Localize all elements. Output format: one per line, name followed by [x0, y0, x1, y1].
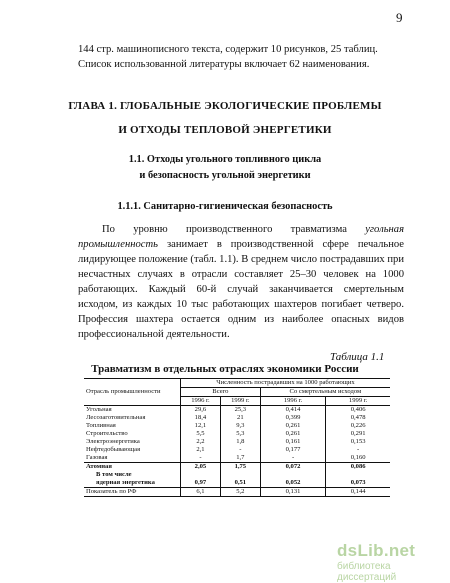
table-row-nuclear — [84, 479, 390, 488]
header-total: Всего — [181, 388, 261, 397]
watermark-logo: dsLib.net — [337, 541, 416, 560]
cell: 0,399 — [260, 414, 326, 422]
table-row — [84, 446, 390, 454]
paragraph-text-before: По уровню производственного травматизма — [102, 224, 366, 235]
subsection-title: 1.1.1. Санитарно-гигиеническая безопасность — [117, 201, 333, 212]
cell: 0,144 — [326, 488, 390, 497]
cell: 0,073 — [326, 479, 390, 488]
cell: - — [220, 446, 260, 454]
cell: 0,160 — [326, 454, 390, 463]
cell: 0,51 — [220, 479, 260, 488]
cell: 9,3 — [220, 422, 260, 430]
header-group: Численность пострадавших на 1000 работающих — [181, 379, 391, 388]
row-name: Газовая — [84, 454, 181, 463]
row-name: Показатель по РФ — [84, 488, 181, 497]
paragraph-emphasis: угольная промышленность — [78, 224, 404, 250]
table-row — [84, 422, 390, 430]
table-title: Травматизм в отдельных отраслях экономики России — [91, 363, 359, 375]
year-header: 1996 г. — [181, 397, 221, 406]
row-name: ядерная энергетика — [84, 479, 181, 488]
cell: 2,05 — [181, 463, 221, 472]
page-number: 9 — [396, 10, 403, 25]
body-paragraph — [78, 222, 404, 342]
table-label: Таблица 1.1 — [330, 351, 385, 363]
year-header: 1999 г. — [220, 397, 260, 406]
cell: - — [260, 454, 326, 463]
table-header-row — [84, 379, 390, 388]
table-row-rf — [84, 488, 390, 497]
cell: 0,478 — [350, 414, 366, 421]
section-title-line2: и безопасность угольной энергетики — [139, 170, 311, 181]
cell: 2,2 — [181, 438, 221, 446]
cell: 0,414 — [260, 406, 326, 415]
row-name: Строительство — [84, 430, 181, 438]
section-title-line1: 1.1. Отходы угольного топливного цикла — [128, 154, 322, 165]
cell: 5,2 — [220, 488, 260, 497]
cell: 1,7 — [220, 454, 260, 463]
cell: 1,75 — [220, 463, 260, 472]
cell: 2,1 — [181, 446, 221, 454]
row-name: Топливная — [84, 422, 181, 430]
cell: 0,072 — [260, 463, 326, 472]
cell: 0,153 — [350, 438, 366, 445]
cell: 1,8 — [220, 438, 260, 446]
cell: 18,4 — [181, 414, 221, 422]
table-row — [84, 438, 390, 446]
cell: 0,052 — [260, 479, 326, 488]
cell: 0,261 — [260, 430, 326, 438]
table-row-atomic — [84, 463, 390, 472]
cell: 0,131 — [260, 488, 326, 497]
cell: 29,6 — [181, 406, 221, 415]
row-name: Нефтедобывающая — [84, 446, 181, 454]
cell: - — [181, 454, 221, 463]
cell: 0,226 — [350, 422, 366, 429]
cell: 0,161 — [260, 438, 326, 446]
continuation-paragraph: 144 стр. машинописного текста, содержит 10 рисунков, 25 таблиц. Список использованной литературы включает 62 наименования. — [78, 44, 378, 70]
cell: 6,1 — [181, 488, 221, 497]
year-header: 1999 г. — [326, 397, 390, 406]
cell: 0,177 — [260, 446, 326, 454]
row-name: Атомная — [84, 463, 181, 472]
header-industry: Отрасль промышленности — [84, 379, 181, 406]
table-row — [84, 430, 390, 438]
cell: 0,261 — [260, 422, 326, 430]
header-fatal: Со смертельным исходом — [260, 388, 390, 397]
year-header: 1996 г. — [260, 397, 326, 406]
cell: 5,5 — [181, 430, 221, 438]
chapter-title-line2: И ОТХОДЫ ТЕПЛОВОЙ ЭНЕРГЕТИКИ — [118, 124, 332, 136]
cell: 0,97 — [181, 479, 221, 488]
row-name: В том числе — [84, 471, 181, 479]
cell: 0,086 — [350, 463, 366, 470]
chapter-title-line1: ГЛАВА 1. ГЛОБАЛЬНЫЕ ЭКОЛОГИЧЕСКИЕ ПРОБЛЕМЫ — [68, 100, 382, 112]
cell: 12,1 — [181, 422, 221, 430]
row-name: Угольная — [84, 406, 181, 415]
injury-table — [84, 378, 390, 497]
cell: 21 — [220, 414, 260, 422]
row-name: Электроэнергетика — [84, 438, 181, 446]
cell: 25,3 — [220, 406, 260, 415]
cell: 0,406 — [350, 406, 366, 413]
table-row — [84, 406, 390, 415]
row-name: Лесозаготовительная — [84, 414, 181, 422]
watermark-subtitle: библиотека диссертаций — [337, 561, 397, 583]
paragraph-text-after: занимает в производственной сфере печальное лидирующее положение (табл. 1.1). В среднем число пострадавших при несчастных случаях в отрасли составляет 25–30 человек на 1000 работающих. Каждый 60-й случай заканчивается смертельным исходом, из каждых 10 тыс работающих шахтеров погибает четверо. Профессия шахтера остается одним из наиболее опасных видов профессиональной деятельности. — [78, 239, 404, 340]
table-row — [84, 414, 390, 422]
table-row — [84, 454, 390, 463]
cell: 0,291 — [350, 430, 366, 437]
cell: 5,3 — [220, 430, 260, 438]
table-row-subheading — [84, 471, 390, 479]
cell: - — [357, 446, 360, 453]
